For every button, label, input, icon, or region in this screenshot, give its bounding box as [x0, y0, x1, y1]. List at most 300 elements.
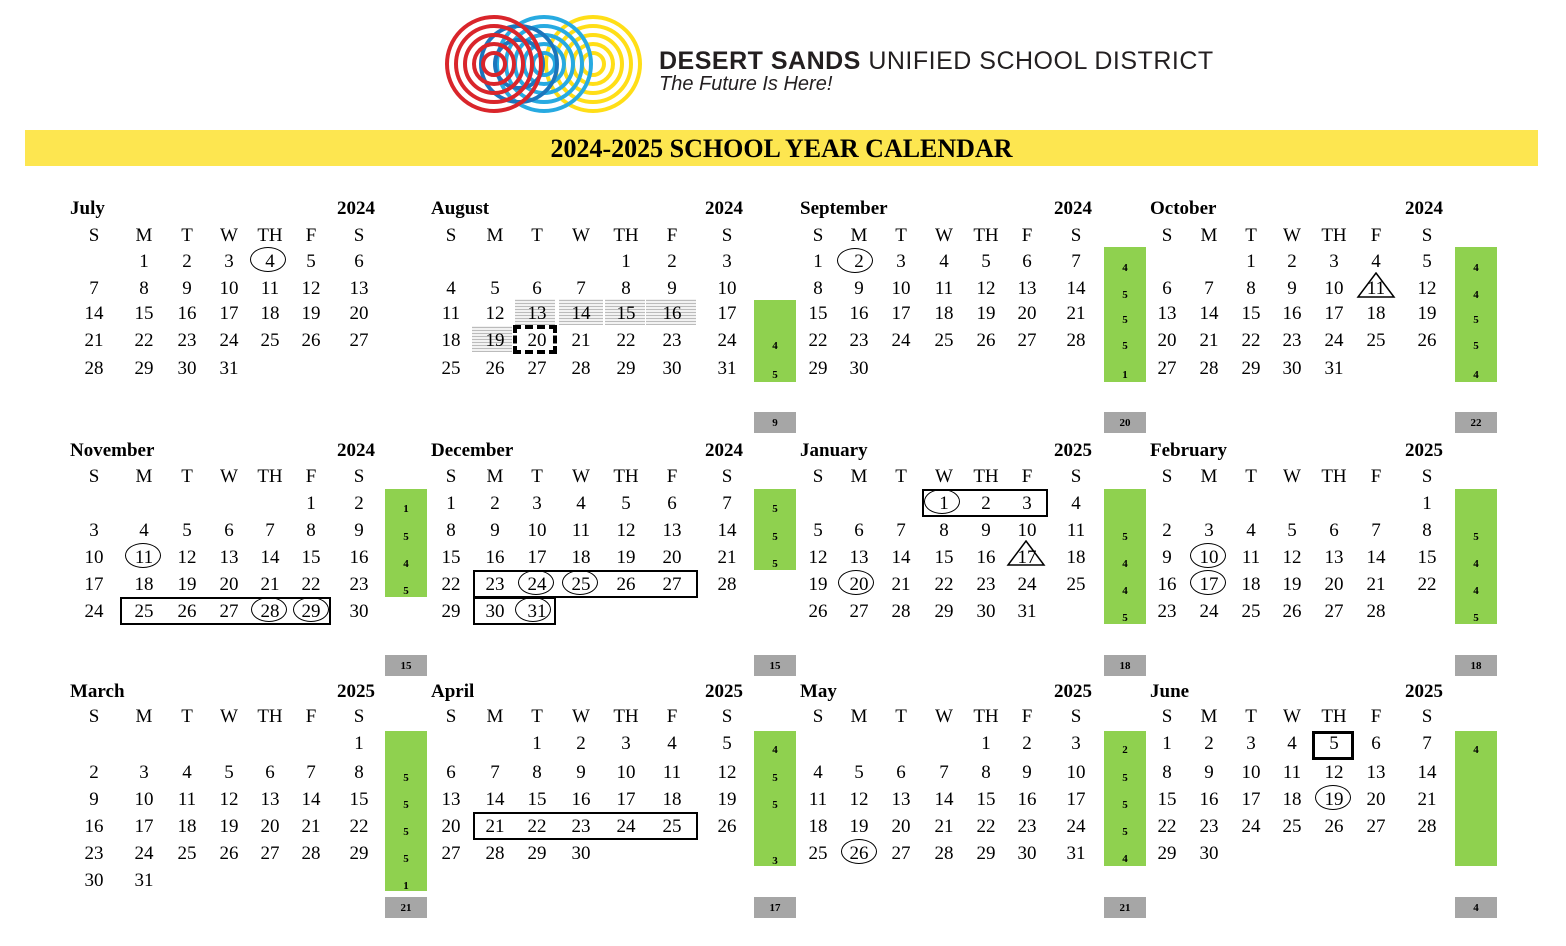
month-year: 2025 — [1405, 681, 1443, 702]
day-of-week-header: S — [812, 466, 824, 487]
calendar-day: 27 — [260, 843, 280, 864]
holiday-circle — [518, 570, 554, 595]
calendar-day: 5 — [1329, 733, 1339, 754]
weekly-school-day-count: 3 — [772, 855, 778, 867]
calendar-day: 10 — [134, 789, 154, 810]
monthly-total-box: 4 — [1455, 897, 1497, 918]
calendar-day: 12 — [219, 789, 239, 810]
calendar-day: 7 — [265, 520, 275, 541]
calendar-day: 24 — [527, 574, 547, 595]
calendar-day: 6 — [532, 278, 542, 299]
holiday-circle — [1190, 543, 1226, 568]
day-of-week-header: F — [305, 466, 317, 487]
holiday-circle — [1315, 785, 1351, 810]
calendar-day: 22 — [808, 330, 828, 351]
calendar-day: 21 — [1417, 789, 1437, 810]
day-of-week-header: T — [895, 466, 907, 487]
day-of-week-header: M — [135, 706, 153, 727]
calendar-day: 11 — [571, 520, 591, 541]
calendar-day: 22 — [134, 330, 154, 351]
calendar-day: 1 — [306, 493, 316, 514]
month-year: 2024 — [337, 198, 375, 219]
calendar-day: 5 — [981, 251, 991, 272]
day-of-week-header: TH — [973, 466, 999, 487]
calendar-day: 31 — [527, 601, 547, 622]
calendar-day: 20 — [1366, 789, 1386, 810]
calendar-day: 6 — [354, 251, 364, 272]
calendar-day: 29 — [934, 601, 954, 622]
day-of-week-header: T — [531, 706, 543, 727]
calendar-day: 3 — [621, 733, 631, 754]
calendar-day: 12 — [177, 547, 197, 568]
calendar-day: 25 — [1066, 574, 1086, 595]
weekly-school-day-count: 4 — [772, 340, 778, 352]
day-of-week-header: F — [305, 706, 317, 727]
holiday-circle — [1190, 570, 1226, 595]
day-of-week-header: W — [572, 706, 590, 727]
calendar-day: 14 — [891, 547, 911, 568]
calendar-day: 28 — [1366, 601, 1386, 622]
day-of-week-header: S — [445, 225, 457, 246]
calendar-day: 3 — [224, 251, 234, 272]
calendar-day: 14 — [571, 303, 591, 324]
day-of-week-header: M — [486, 225, 504, 246]
day-of-week-header: F — [1021, 225, 1033, 246]
calendar-day: 16 — [1157, 574, 1177, 595]
calendar-day: 7 — [1422, 733, 1432, 754]
calendar-day: 27 — [662, 574, 682, 595]
calendar-day: 28 — [1199, 358, 1219, 379]
calendar-day: 20 — [527, 330, 547, 351]
weekly-school-day-count: 5 — [772, 799, 778, 811]
calendar-day: 20 — [441, 816, 461, 837]
calendar-day: 18 — [662, 789, 682, 810]
calendar-day: 2 — [182, 251, 192, 272]
day-of-week-header: T — [181, 466, 193, 487]
day-of-week-header: W — [220, 225, 238, 246]
calendar-day: 1 — [446, 493, 456, 514]
calendar-day: 11 — [441, 303, 461, 324]
calendar-day: 9 — [354, 520, 364, 541]
calendar-day: 22 — [976, 816, 996, 837]
calendar-day: 9 — [1162, 547, 1172, 568]
calendar-day: 15 — [1241, 303, 1261, 324]
monthly-total-box: 21 — [385, 897, 427, 918]
day-of-week-header: M — [135, 466, 153, 487]
holiday-circle — [125, 543, 161, 568]
calendar-day: 25 — [1241, 601, 1261, 622]
weekly-school-day-count: 5 — [1473, 314, 1479, 326]
calendar-day: 14 — [934, 789, 954, 810]
break-box — [473, 812, 698, 840]
calendar-day: 19 — [177, 574, 197, 595]
calendar-day: 16 — [485, 547, 505, 568]
calendar-day: 7 — [939, 762, 949, 783]
calendar-title: 2024-2025 SCHOOL YEAR CALENDAR — [25, 130, 1538, 166]
calendar-day: 24 — [1066, 816, 1086, 837]
district-name-bold: DESERT SANDS — [659, 47, 861, 75]
day-of-week-header: M — [1200, 225, 1218, 246]
calendar-day: 8 — [939, 520, 949, 541]
calendar-day: 18 — [260, 303, 280, 324]
calendar-day: 21 — [717, 547, 737, 568]
calendar-day: 19 — [219, 816, 239, 837]
calendar-day: 22 — [527, 816, 547, 837]
weekly-school-day-count: 5 — [403, 772, 409, 784]
day-of-week-header: TH — [257, 466, 283, 487]
calendar-day: 1 — [139, 251, 149, 272]
calendar-day: 11 — [177, 789, 197, 810]
month-name: April — [431, 681, 475, 702]
calendar-day: 11 — [934, 278, 954, 299]
calendar-day: 13 — [849, 547, 869, 568]
calendar-day: 17 — [84, 574, 104, 595]
day-of-week-header: TH — [257, 706, 283, 727]
calendar-day: 10 — [1199, 547, 1219, 568]
weekly-school-day-count: 1 — [1122, 369, 1128, 381]
calendar-day: 5 — [813, 520, 823, 541]
calendar-day: 1 — [532, 733, 542, 754]
calendar-day: 14 — [717, 520, 737, 541]
day-of-week-header: TH — [613, 466, 639, 487]
calendar-day: 3 — [1071, 733, 1081, 754]
calendar-day: 22 — [934, 574, 954, 595]
day-of-week-header: W — [220, 706, 238, 727]
calendar-day: 14 — [1066, 278, 1086, 299]
calendar-day: 20 — [1324, 574, 1344, 595]
month-name: January — [800, 440, 868, 461]
calendar-day: 12 — [976, 278, 996, 299]
calendar-day: 26 — [849, 843, 869, 864]
day-of-week-header: M — [486, 706, 504, 727]
calendar-day: 2 — [1287, 251, 1297, 272]
calendar-day: 25 — [441, 358, 461, 379]
day-of-week-header: W — [1283, 706, 1301, 727]
calendar-day: 17 — [717, 303, 737, 324]
calendar-day: 7 — [1371, 520, 1381, 541]
weekly-school-day-count: 4 — [1473, 558, 1479, 570]
calendar-day: 13 — [1366, 762, 1386, 783]
day-of-week-header: S — [721, 225, 733, 246]
day-of-week-header: F — [1021, 466, 1033, 487]
calendar-day: 29 — [808, 358, 828, 379]
calendar-day: 23 — [485, 574, 505, 595]
calendar-day: 2 — [576, 733, 586, 754]
calendar-day: 4 — [1287, 733, 1297, 754]
calendar-day: 10 — [1324, 278, 1344, 299]
calendar-day: 13 — [219, 547, 239, 568]
day-of-week-header: S — [1421, 706, 1433, 727]
weekly-school-day-count: 5 — [403, 531, 409, 543]
day-of-week-header: F — [1370, 225, 1382, 246]
calendar-day: 5 — [621, 493, 631, 514]
weekly-school-day-count: 5 — [772, 772, 778, 784]
calendar-day: 12 — [485, 303, 505, 324]
calendar-day: 18 — [134, 574, 154, 595]
calendar-day: 16 — [849, 303, 869, 324]
calendar-day: 26 — [808, 601, 828, 622]
calendar-day: 18 — [1241, 574, 1261, 595]
calendar-day: 25 — [934, 330, 954, 351]
calendar-day: 21 — [1366, 574, 1386, 595]
monthly-total-box: 17 — [754, 897, 796, 918]
calendar-day: 10 — [891, 278, 911, 299]
school-days-bar — [1104, 489, 1146, 624]
day-of-week-header: S — [353, 225, 365, 246]
holiday-circle — [251, 597, 287, 622]
holiday-circle — [838, 570, 874, 595]
calendar-day: 11 — [1241, 547, 1261, 568]
calendar-day: 17 — [134, 816, 154, 837]
calendar-day: 4 — [182, 762, 192, 783]
calendar-day: 23 — [1017, 816, 1037, 837]
calendar-day: 10 — [219, 278, 239, 299]
month-year: 2024 — [1405, 198, 1443, 219]
weekly-school-day-count: 4 — [1122, 558, 1128, 570]
day-of-week-header: F — [1370, 706, 1382, 727]
calendar-day: 15 — [441, 547, 461, 568]
calendar-day: 21 — [934, 816, 954, 837]
day-of-week-header: M — [850, 706, 868, 727]
calendar-day: 22 — [301, 574, 321, 595]
calendar-day: 29 — [527, 843, 547, 864]
calendar-day: 18 — [177, 816, 197, 837]
calendar-day: 7 — [306, 762, 316, 783]
month-year: 2025 — [705, 681, 743, 702]
weekly-school-day-count: 5 — [772, 531, 778, 543]
calendar-day: 16 — [1282, 303, 1302, 324]
calendar-day: 8 — [1246, 278, 1256, 299]
calendar-day: 23 — [571, 816, 591, 837]
calendar-day: 1 — [1422, 493, 1432, 514]
calendar-day: 1 — [981, 733, 991, 754]
calendar-day: 2 — [981, 493, 991, 514]
calendar-day: 2 — [667, 251, 677, 272]
calendar-day: 20 — [260, 816, 280, 837]
school-days-bar — [1455, 489, 1497, 624]
calendar-day: 11 — [808, 789, 828, 810]
calendar-day: 12 — [1282, 547, 1302, 568]
calendar-day: 24 — [219, 330, 239, 351]
calendar-day: 10 — [527, 520, 547, 541]
day-of-week-header: T — [181, 225, 193, 246]
calendar-day: 4 — [576, 493, 586, 514]
weekly-school-day-count: 4 — [1122, 585, 1128, 597]
calendar-day: 9 — [182, 278, 192, 299]
calendar-day: 31 — [1324, 358, 1344, 379]
weekly-school-day-count: 5 — [772, 503, 778, 515]
calendar-day: 31 — [219, 358, 239, 379]
weekly-school-day-count: 5 — [772, 558, 778, 570]
calendar-day: 12 — [849, 789, 869, 810]
day-of-week-header: F — [666, 225, 678, 246]
calendar-day: 6 — [667, 493, 677, 514]
calendar-day: 30 — [177, 358, 197, 379]
day-of-week-header: TH — [613, 706, 639, 727]
calendar-day: 31 — [1066, 843, 1086, 864]
calendar-day: 17 — [1199, 574, 1219, 595]
month-year: 2024 — [1054, 198, 1092, 219]
holiday-circle — [250, 247, 286, 272]
calendar-day: 21 — [301, 816, 321, 837]
month-name: May — [800, 681, 837, 702]
weekly-school-day-count: 4 — [1122, 853, 1128, 865]
calendar-day: 22 — [349, 816, 369, 837]
calendar-day: 10 — [616, 762, 636, 783]
calendar-day: 24 — [84, 601, 104, 622]
weekly-school-day-count: 5 — [1122, 531, 1128, 543]
calendar-day: 19 — [1324, 789, 1344, 810]
weekly-school-day-count: 5 — [403, 585, 409, 597]
calendar-day: 26 — [485, 358, 505, 379]
calendar-day: 23 — [84, 843, 104, 864]
calendar-day: 6 — [224, 520, 234, 541]
calendar-day: 28 — [1417, 816, 1437, 837]
calendar-day: 16 — [571, 789, 591, 810]
day-of-week-header: S — [1070, 225, 1082, 246]
calendar-day: 9 — [667, 278, 677, 299]
calendar-day: 28 — [934, 843, 954, 864]
calendar-day: 17 — [1017, 547, 1037, 568]
calendar-day: 17 — [1324, 303, 1344, 324]
day-of-week-header: M — [1200, 706, 1218, 727]
calendar-day: 27 — [849, 601, 869, 622]
calendar-day: 6 — [1329, 520, 1339, 541]
calendar-day: 23 — [976, 574, 996, 595]
calendar-day: 14 — [1199, 303, 1219, 324]
calendar-day: 26 — [1417, 330, 1437, 351]
calendar-day: 23 — [349, 574, 369, 595]
calendar-day: 4 — [939, 251, 949, 272]
day-of-week-header: W — [572, 466, 590, 487]
calendar-day: 5 — [224, 762, 234, 783]
calendar-day: 6 — [896, 762, 906, 783]
day-of-week-header: TH — [257, 225, 283, 246]
weekly-school-day-count: 4 — [1473, 289, 1479, 301]
calendar-day: 6 — [446, 762, 456, 783]
day-of-week-header: F — [1370, 466, 1382, 487]
calendar-day: 26 — [717, 816, 737, 837]
calendar-day: 25 — [177, 843, 197, 864]
calendar-day: 6 — [1371, 733, 1381, 754]
calendar-day: 14 — [301, 789, 321, 810]
calendar-day: 9 — [490, 520, 500, 541]
calendar-day: 24 — [717, 330, 737, 351]
holiday-circle — [837, 248, 873, 273]
calendar-day: 15 — [301, 547, 321, 568]
calendar-day: 11 — [1366, 278, 1386, 299]
day-of-week-header: S — [1070, 466, 1082, 487]
calendar-day: 19 — [976, 303, 996, 324]
weekly-school-day-count: 5 — [1122, 289, 1128, 301]
day-of-week-header: T — [1245, 466, 1257, 487]
calendar-day: 15 — [808, 303, 828, 324]
calendar-day: 31 — [1017, 601, 1037, 622]
calendar-day: 15 — [1157, 789, 1177, 810]
calendar-day: 23 — [662, 330, 682, 351]
calendar-day: 15 — [134, 303, 154, 324]
day-of-week-header: S — [353, 706, 365, 727]
month-name: July — [70, 198, 105, 219]
month-year: 2025 — [1054, 681, 1092, 702]
day-of-week-header: T — [531, 225, 543, 246]
day-of-week-header: S — [1421, 466, 1433, 487]
calendar-day: 4 — [1246, 520, 1256, 541]
month-year: 2024 — [705, 198, 743, 219]
calendar-day: 14 — [1417, 762, 1437, 783]
day-of-week-header: TH — [1321, 706, 1347, 727]
calendar-day: 20 — [662, 547, 682, 568]
calendar-day: 10 — [1017, 520, 1037, 541]
calendar-day: 16 — [1017, 789, 1037, 810]
calendar-day: 27 — [1017, 330, 1037, 351]
month-year: 2025 — [1054, 440, 1092, 461]
calendar-day: 10 — [1241, 762, 1261, 783]
calendar-day: 30 — [485, 601, 505, 622]
calendar-day: 15 — [527, 789, 547, 810]
day-of-week-header: S — [88, 706, 100, 727]
calendar-day: 19 — [717, 789, 737, 810]
monthly-total-box: 18 — [1455, 655, 1497, 676]
calendar-day: 20 — [1017, 303, 1037, 324]
calendar-day: 3 — [722, 251, 732, 272]
calendar-day: 20 — [891, 816, 911, 837]
calendar-day: 21 — [1066, 303, 1086, 324]
calendar-day: 7 — [896, 520, 906, 541]
calendar-day: 3 — [89, 520, 99, 541]
day-of-week-header: S — [445, 706, 457, 727]
calendar-day: 27 — [219, 601, 239, 622]
monthly-total-box: 15 — [385, 655, 427, 676]
day-of-week-header: W — [1283, 225, 1301, 246]
calendar-day: 23 — [177, 330, 197, 351]
weekly-school-day-count: 5 — [1122, 799, 1128, 811]
calendar-day: 28 — [1066, 330, 1086, 351]
monthly-total-box: 21 — [1104, 897, 1146, 918]
day-of-week-header: S — [1421, 225, 1433, 246]
monthly-total-box: 18 — [1104, 655, 1146, 676]
calendar-day: 11 — [260, 278, 280, 299]
calendar-day: 17 — [1241, 789, 1261, 810]
calendar-day: 24 — [1324, 330, 1344, 351]
calendar-day: 18 — [1366, 303, 1386, 324]
calendar-day: 11 — [1282, 762, 1302, 783]
calendar-day: 28 — [84, 358, 104, 379]
calendar-day: 16 — [976, 547, 996, 568]
calendar-day: 28 — [571, 358, 591, 379]
calendar-day: 7 — [576, 278, 586, 299]
calendar-day: 30 — [849, 358, 869, 379]
day-of-week-header: S — [721, 466, 733, 487]
triangle-marker-icon — [1006, 540, 1046, 566]
calendar-day: 31 — [717, 358, 737, 379]
calendar-day: 16 — [84, 816, 104, 837]
calendar-day: 8 — [306, 520, 316, 541]
weekly-school-day-count: 5 — [403, 826, 409, 838]
day-of-week-header: TH — [973, 225, 999, 246]
calendar-day: 5 — [1287, 520, 1297, 541]
month-name: August — [431, 198, 490, 219]
calendar-day: 9 — [576, 762, 586, 783]
holiday-circle — [562, 570, 598, 595]
calendar-day: 17 — [219, 303, 239, 324]
calendar-day: 24 — [616, 816, 636, 837]
calendar-day: 13 — [441, 789, 461, 810]
day-of-week-header: T — [895, 225, 907, 246]
calendar-day: 24 — [134, 843, 154, 864]
calendar-day: 21 — [84, 330, 104, 351]
calendar-day: 25 — [808, 843, 828, 864]
